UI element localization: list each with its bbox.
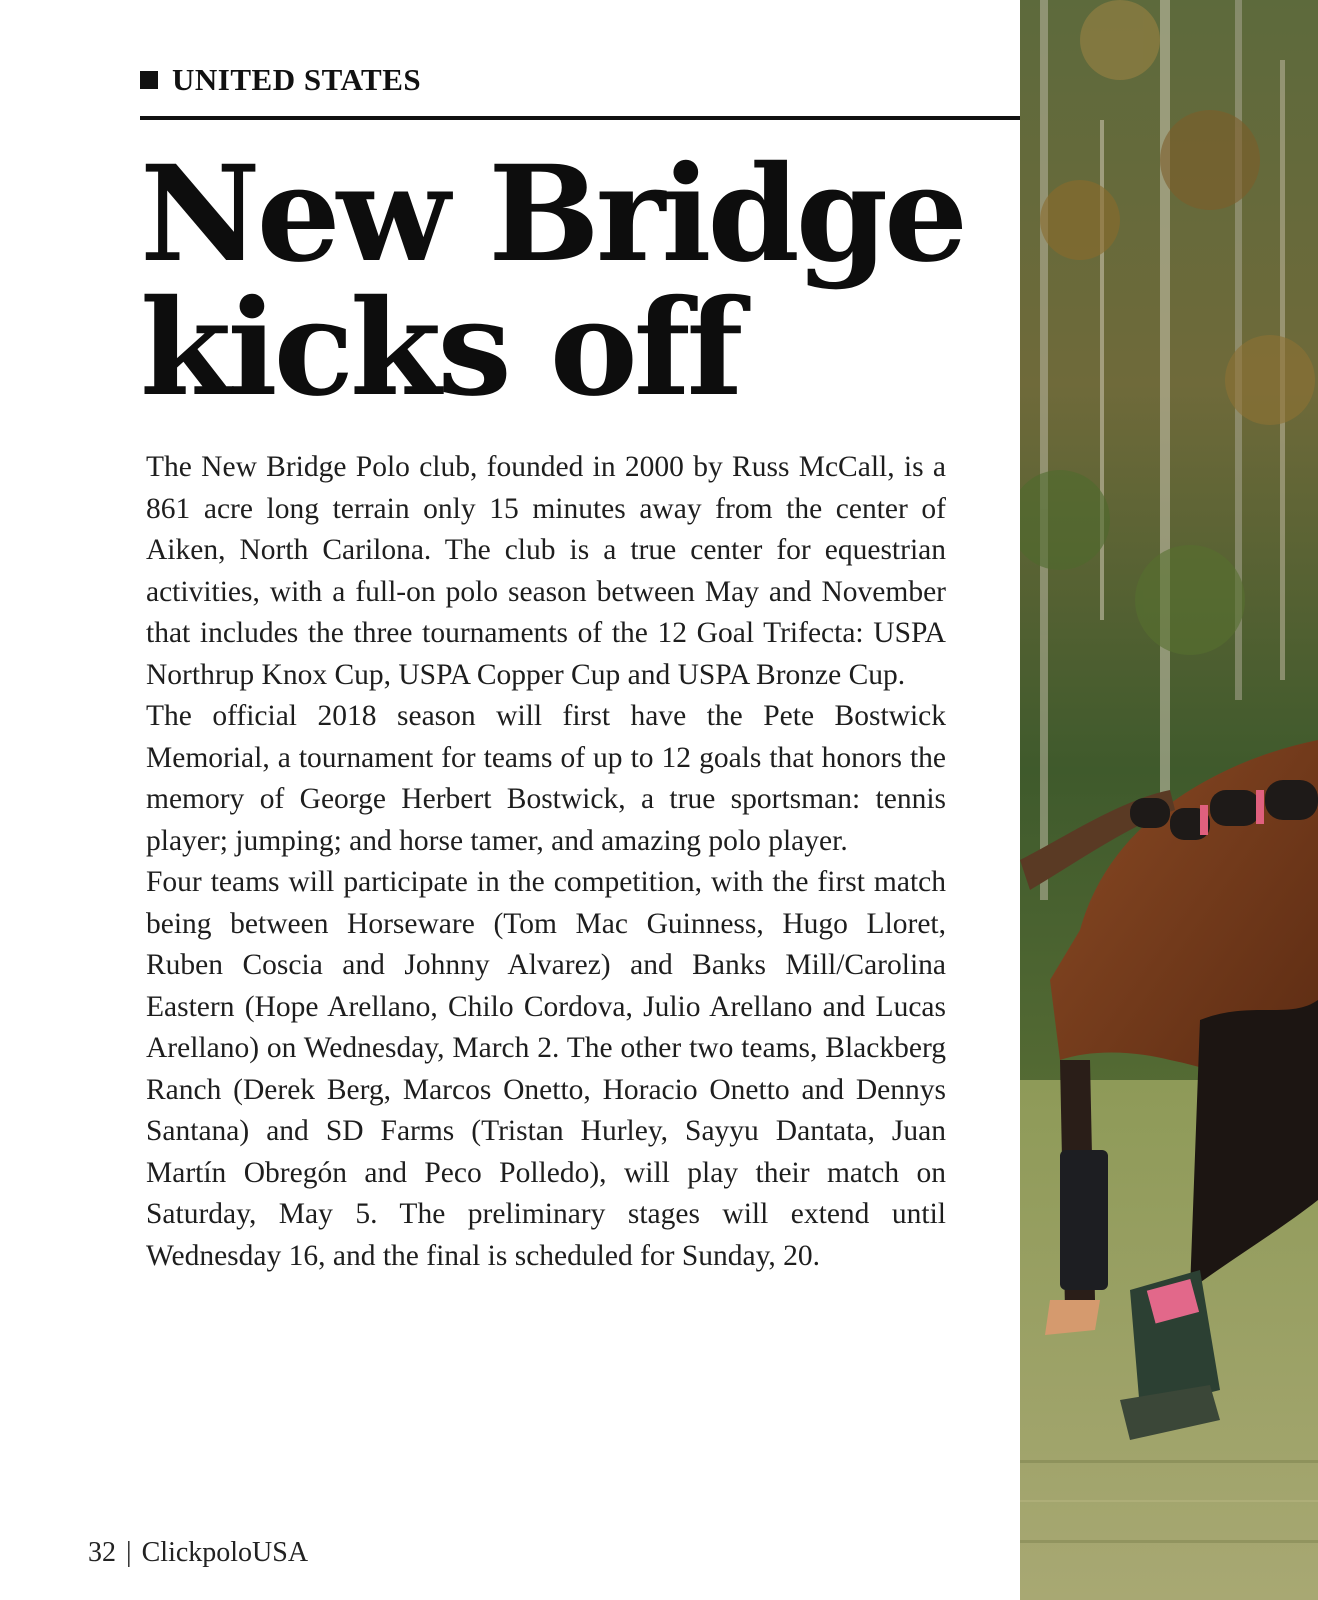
paragraph-1: The New Bridge Polo club, founded in 2000 by Russ McCall, is a 861 acre long terrain only 15 minutes away from the center of Aiken, North Carilona. The club is a true center for equestrian activities, with a full-on polo season between May and November that includes the three tournaments of the 12 Goal Trifecta: USPA Northrup Knox Cup, USPA Copper Cup and USPA Bronze Cup. xyxy=(146,451,946,691)
square-bullet-icon xyxy=(140,71,158,89)
polo-horse-photo xyxy=(1020,0,1318,1600)
page-number: 32 xyxy=(88,1537,116,1568)
headline-line-1: New Bridge xyxy=(140,137,965,292)
header-rule xyxy=(140,116,1020,120)
hoof-left xyxy=(1045,1300,1100,1335)
publication-name: ClickpoloUSA xyxy=(141,1537,309,1568)
paragraph-3: Four teams will participate in the competition, with the first match being between Horseware (Tom Mac Guinness, Hugo Lloret, Ruben Coscia and Johnny Alvarez) and Banks Mill/Carolina Eastern (Hope Arellano, Chilo Cordova, Julio Arellano and Lucas Arellano) on Wednesday, March 2. The other two teams, Blackberg Ranch (Derek Berg, Marcos Onetto, Horacio Onetto and Dennys Santana) and SD Farms (Tristan Hurley, Sayyu Dantata, Juan Martín Obregón and Peco Polledo), will play their match on Saturday, May 5. The preliminary stages will extend until Wednesday 16, and the final is scheduled for Sunday, 20. xyxy=(146,866,946,1272)
section-title: UNITED STATES xyxy=(172,62,422,97)
tail-wrap-3 xyxy=(1210,790,1260,826)
tail-wrap-1 xyxy=(1130,798,1170,828)
tail-wrap-4 xyxy=(1265,780,1318,820)
leg-wrap-left xyxy=(1060,1150,1108,1290)
page-footer xyxy=(88,1537,308,1569)
tail-tape-1 xyxy=(1200,805,1208,835)
horse-photo-illustration xyxy=(1020,0,1318,1600)
article-headline xyxy=(140,137,1000,426)
tail-tape-2 xyxy=(1256,790,1264,824)
headline-line-2: kicks off xyxy=(140,271,740,426)
paragraph-2: The official 2018 season will first have the Pete Bostwick Memorial, a tournament for teams of up to 12 goals that honors the memory of George Herbert Bostwick, a true sportsman: tennis player; jumping; and horse tamer, and amazing polo player. xyxy=(146,700,946,857)
section-label xyxy=(140,64,421,95)
footer-separator: | xyxy=(126,1537,132,1568)
article-body xyxy=(146,447,946,1277)
